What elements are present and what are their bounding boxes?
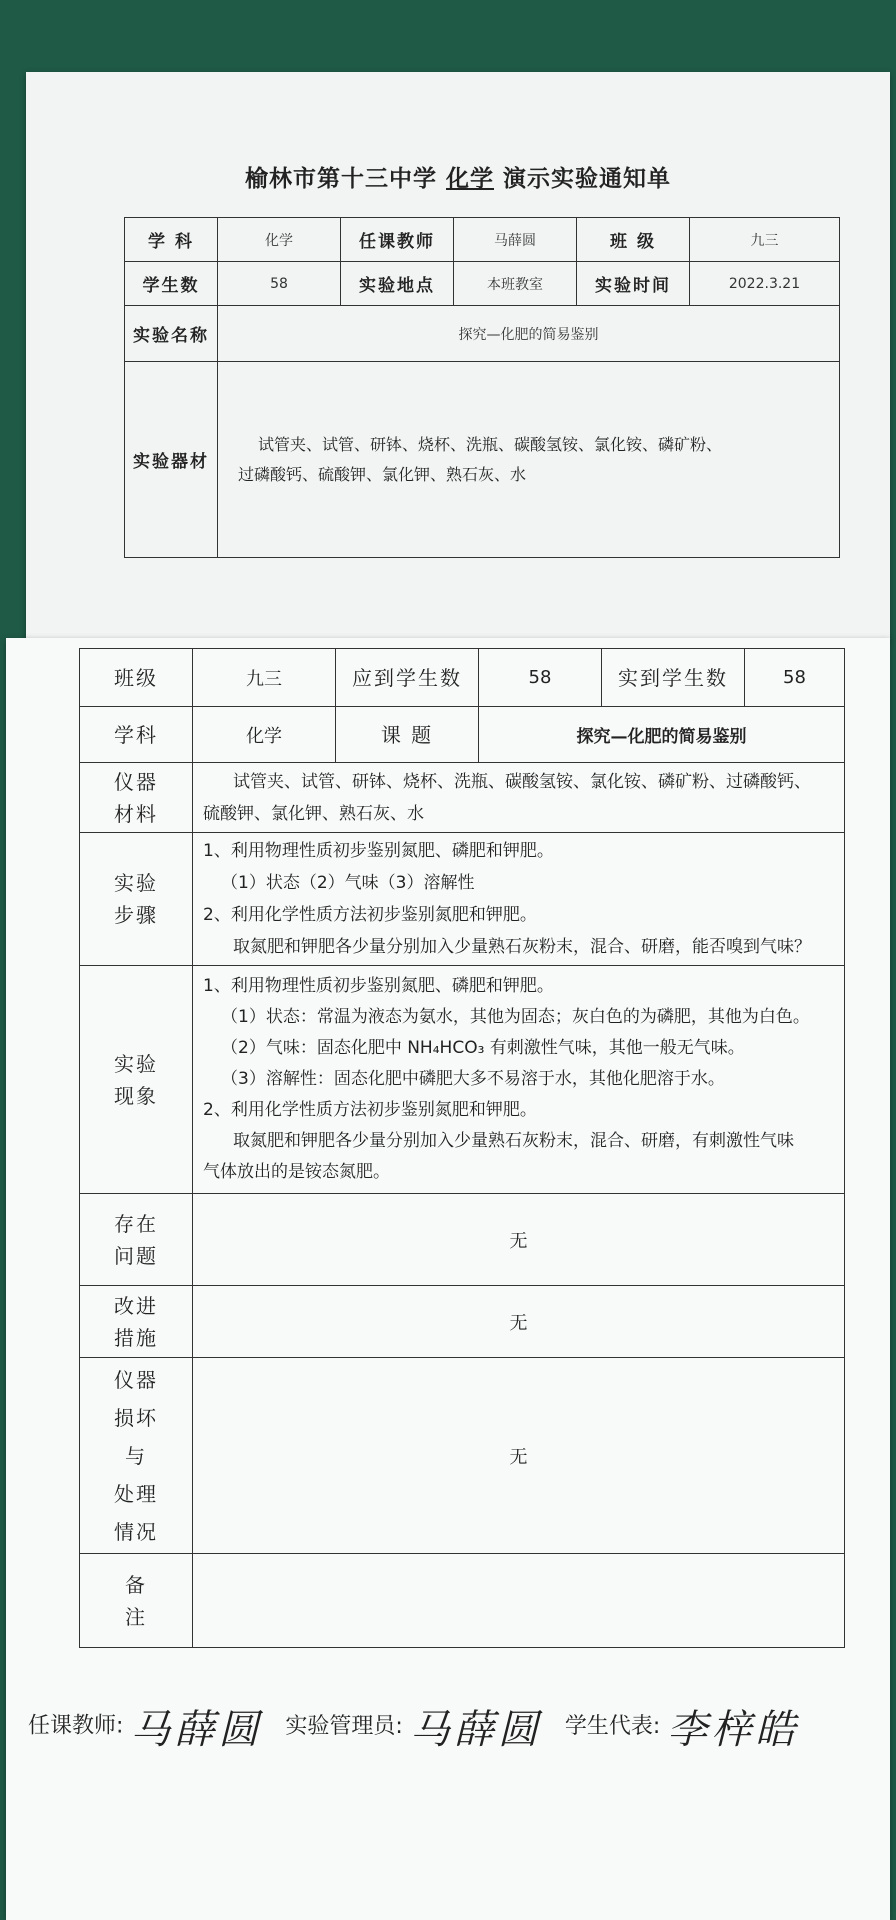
admin-sign-label: 实验管理员: — [285, 1713, 403, 1739]
instrument-label-1: 仪器 — [114, 769, 158, 794]
phenomena-label — [80, 966, 193, 1194]
problems-label — [80, 1194, 193, 1286]
topic-label: 课 题 — [336, 707, 479, 763]
teacher-value: 马薛圆 — [454, 218, 577, 262]
topic-value: 探究—化肥的简易鉴别 — [479, 707, 845, 763]
instrument-label — [80, 763, 193, 833]
damage-label — [80, 1358, 193, 1554]
expected-value: 58 — [479, 649, 602, 707]
improve-value: 无 — [193, 1286, 845, 1358]
remark-value — [193, 1554, 845, 1648]
steps-label-2: 步骤 — [114, 903, 158, 927]
steps-value — [193, 833, 845, 966]
steps-label-1: 实验 — [114, 871, 158, 895]
equipment-label: 实验器材 — [125, 362, 218, 558]
title-rest: 演示实验通知单 — [503, 166, 672, 192]
phenomena-value — [193, 966, 845, 1194]
phenomena-label-2: 现象 — [114, 1083, 158, 1108]
notice-sheet — [26, 72, 890, 642]
remark-label-1: 备 — [125, 1572, 147, 1597]
phenomenon-line: （1）状态：常温为液态为氨水，其他为固态；灰白色的为磷肥，其他为白色。 — [221, 1007, 810, 1027]
subject-label: 学科 — [80, 707, 193, 763]
instrument-value — [193, 763, 845, 833]
record-table — [79, 648, 845, 1648]
step-line: （1）状态（2）气味（3）溶解性 — [221, 873, 475, 893]
teacher-signature: 马薛圆 — [130, 1707, 263, 1753]
damage-label-2: 损坏 — [114, 1405, 158, 1430]
phenomenon-line: （3）溶解性：固态化肥中磷肥大多不易溶于水，其他化肥溶于水。 — [221, 1069, 725, 1089]
remark-label-2: 注 — [125, 1604, 147, 1629]
phenomena-label-1: 实验 — [114, 1051, 158, 1076]
equipment-line1: 试管夹、试管、研钵、烧杯、洗瓶、碳酸氢铵、氯化铵、磷矿粉、 — [258, 434, 723, 454]
subject-label: 学 科 — [125, 218, 218, 262]
phenomenon-line: 1、利用物理性质初步鉴别氮肥、磷肥和钾肥。 — [203, 976, 554, 996]
instrument-label-2: 材料 — [114, 801, 158, 826]
teacher-sign-label: 任课教师: — [28, 1713, 124, 1739]
class-value: 九三 — [193, 649, 336, 707]
actual-value: 58 — [745, 649, 845, 707]
subject-value: 化学 — [193, 707, 336, 763]
subject-value: 化学 — [218, 218, 341, 262]
name-value: 探究—化肥的简易鉴别 — [218, 306, 840, 362]
notice-title — [26, 160, 890, 193]
phenomenon-line: 取氮肥和钾肥各少量分别加入少量熟石灰粉末，混合、研磨，有刺激性气味 — [233, 1131, 794, 1151]
title-subject: 化学 — [446, 166, 494, 192]
place-label: 实验地点 — [341, 262, 454, 306]
problems-value: 无 — [193, 1194, 845, 1286]
place-value: 本班教室 — [454, 262, 577, 306]
teacher-label: 任课教师 — [341, 218, 454, 262]
phenomenon-line: 2、利用化学性质方法初步鉴别氮肥和钾肥。 — [203, 1100, 537, 1120]
phenomenon-line: （2）气味：固态化肥中 NH₄HCO₃ 有刺激性气味，其他一般无气味。 — [221, 1038, 745, 1058]
title-school: 榆林市第十三中学 — [244, 166, 437, 192]
remark-label — [80, 1554, 193, 1648]
instrument-line2: 硫酸钾、氯化钾、熟石灰、水 — [203, 803, 424, 824]
step-line: 1、利用物理性质初步鉴别氮肥、磷肥和钾肥。 — [203, 841, 554, 861]
problems-label-2: 问题 — [114, 1243, 158, 1268]
problems-label-1: 存在 — [114, 1211, 158, 1236]
improve-label-2: 措施 — [114, 1325, 158, 1350]
admin-signature: 马薛圆 — [409, 1707, 542, 1753]
equipment-line2: 过磷酸钙、硫酸钾、氯化钾、熟石灰、水 — [238, 464, 527, 484]
step-line: 取氮肥和钾肥各少量分别加入少量熟石灰粉末，混合、研磨，能否嗅到气味？ — [233, 937, 811, 957]
class-label: 班级 — [80, 649, 193, 707]
step-line: 2、利用化学性质方法初步鉴别氮肥和钾肥。 — [203, 905, 537, 925]
students-label: 学生数 — [125, 262, 218, 306]
phenomenon-line: 气体放出的是铵态氮肥。 — [203, 1162, 390, 1182]
time-value: 2022.3.21 — [690, 262, 840, 306]
equipment-value — [218, 362, 840, 558]
student-sign-label: 学生代表: — [564, 1713, 661, 1739]
damage-label-4: 处理 — [114, 1481, 158, 1506]
damage-label-1: 仪器 — [114, 1367, 158, 1392]
students-value: 58 — [218, 262, 341, 306]
improve-label — [80, 1286, 193, 1358]
damage-label-5: 情况 — [114, 1519, 158, 1544]
expected-label: 应到学生数 — [336, 649, 479, 707]
actual-label: 实到学生数 — [602, 649, 745, 707]
student-signature: 李梓皓 — [667, 1707, 800, 1753]
record-sheet — [6, 638, 890, 1920]
instrument-line1: 试管夹、试管、研钵、烧杯、洗瓶、碳酸氢铵、氯化铵、磷矿粉、过磷酸钙、 — [233, 771, 811, 792]
notice-table — [124, 217, 840, 558]
steps-label — [80, 833, 193, 966]
damage-value: 无 — [193, 1358, 845, 1554]
class-value: 九三 — [690, 218, 840, 262]
improve-label-1: 改进 — [114, 1293, 158, 1318]
name-label: 实验名称 — [125, 306, 218, 362]
class-label: 班 级 — [577, 218, 690, 262]
signature-line — [28, 1698, 888, 1755]
damage-label-3: 与 — [125, 1443, 147, 1468]
time-label: 实验时间 — [577, 262, 690, 306]
